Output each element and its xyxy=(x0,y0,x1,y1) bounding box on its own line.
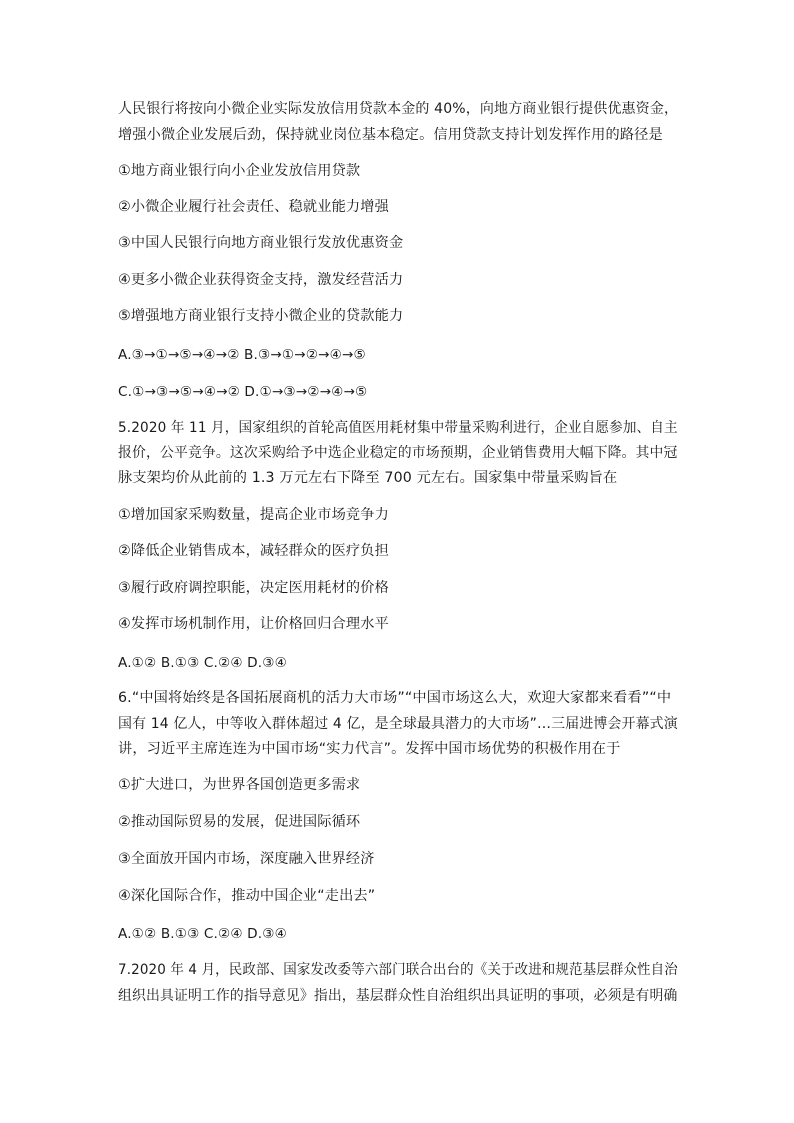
q5-item-4: ④发挥市场机制作用，让价格回归合理水平 xyxy=(118,616,389,632)
q7-stem-line-2: 组织出具证明工作的指导意见》指出，基层群众性自治组织出具证明的事项，必须是有明确 xyxy=(118,988,678,1004)
q4-choices-ab: A.③→①→⑤→④→② B.③→①→②→④→⑤ xyxy=(118,347,366,363)
q4-stem-line-1: 人民银行将按向小微企业实际发放信用贷款本金的 40%，向地方商业银行提供优惠资金， xyxy=(118,101,679,117)
q5-stem-line-3: 脉支架均价从此前的 1.3 万元左右下降至 700 元左右。国家集中带量采购旨在 xyxy=(118,470,618,486)
q4-choices-cd: C.①→③→⑤→④→② D.①→③→②→④→⑤ xyxy=(118,384,368,400)
q5-item-2: ②降低企业销售成本，减轻群众的医疗负担 xyxy=(118,543,389,559)
q5-item-1: ①增加国家采购数量，提高企业市场竞争力 xyxy=(118,507,389,523)
q6-stem-line-2: 国有 14 亿人，中等收入群体超过 4 亿，是全球最具潜力的大市场”…三届进博会开幕式演 xyxy=(118,716,678,732)
q4-stem-line-2: 增强小微企业发展后劲，保持就业岗位基本稳定。信用贷款支持计划发挥作用的路径是 xyxy=(118,127,663,143)
q6-item-4: ④深化国际合作，推动中国企业“走出去” xyxy=(118,888,376,904)
q6-stem-line-1: 6.“中国将始终是各国拓展商机的活力大市场”“中国市场这么大，欢迎大家都来看看”“中 xyxy=(118,690,672,706)
q6-stem-line-3: 讲，习近平主席连连为中国市场“实力代言”。发挥中国市场优势的积极作用在于 xyxy=(118,741,621,757)
q7-stem-line-1: 7.2020 年 4 月，民政部、国家发改委等六部门联合出台的《关于改进和规范基层群众性自治 xyxy=(118,962,678,978)
q5-stem-line-1: 5.2020 年 11 月，国家组织的首轮高值医用耗材集中带量采购利进行，企业自愿参加、自主 xyxy=(118,420,678,436)
q6-item-1: ①扩大进口，为世界各国创造更多需求 xyxy=(118,777,361,793)
q4-item-5: ⑤增强地方商业银行支持小微企业的贷款能力 xyxy=(118,308,404,324)
q5-choices: A.①② B.①③ C.②④ D.③④ xyxy=(118,655,287,671)
q4-item-2: ②小微企业履行社会责任、稳就业能力增强 xyxy=(118,199,389,215)
q4-item-3: ③中国人民银行向地方商业银行发放优惠资金 xyxy=(118,235,404,251)
q5-stem-line-2: 报价，公平竞争。这次采购给予中选企业稳定的市场预期，企业销售费用大幅下降。其中冠 xyxy=(118,445,678,461)
q4-item-1: ①地方商业银行向小企业发放信用贷款 xyxy=(118,163,361,179)
q4-item-4: ④更多小微企业获得资金支持，激发经营活力 xyxy=(118,272,404,288)
q5-item-3: ③履行政府调控职能，决定医用耗材的价格 xyxy=(118,580,389,596)
q6-item-2: ②推动国际贸易的发展，促进国际循环 xyxy=(118,814,361,830)
q6-item-3: ③全面放开国内市场，深度融入世界经济 xyxy=(118,851,375,867)
q6-choices: A.①② B.①③ C.②④ D.③④ xyxy=(118,926,287,942)
